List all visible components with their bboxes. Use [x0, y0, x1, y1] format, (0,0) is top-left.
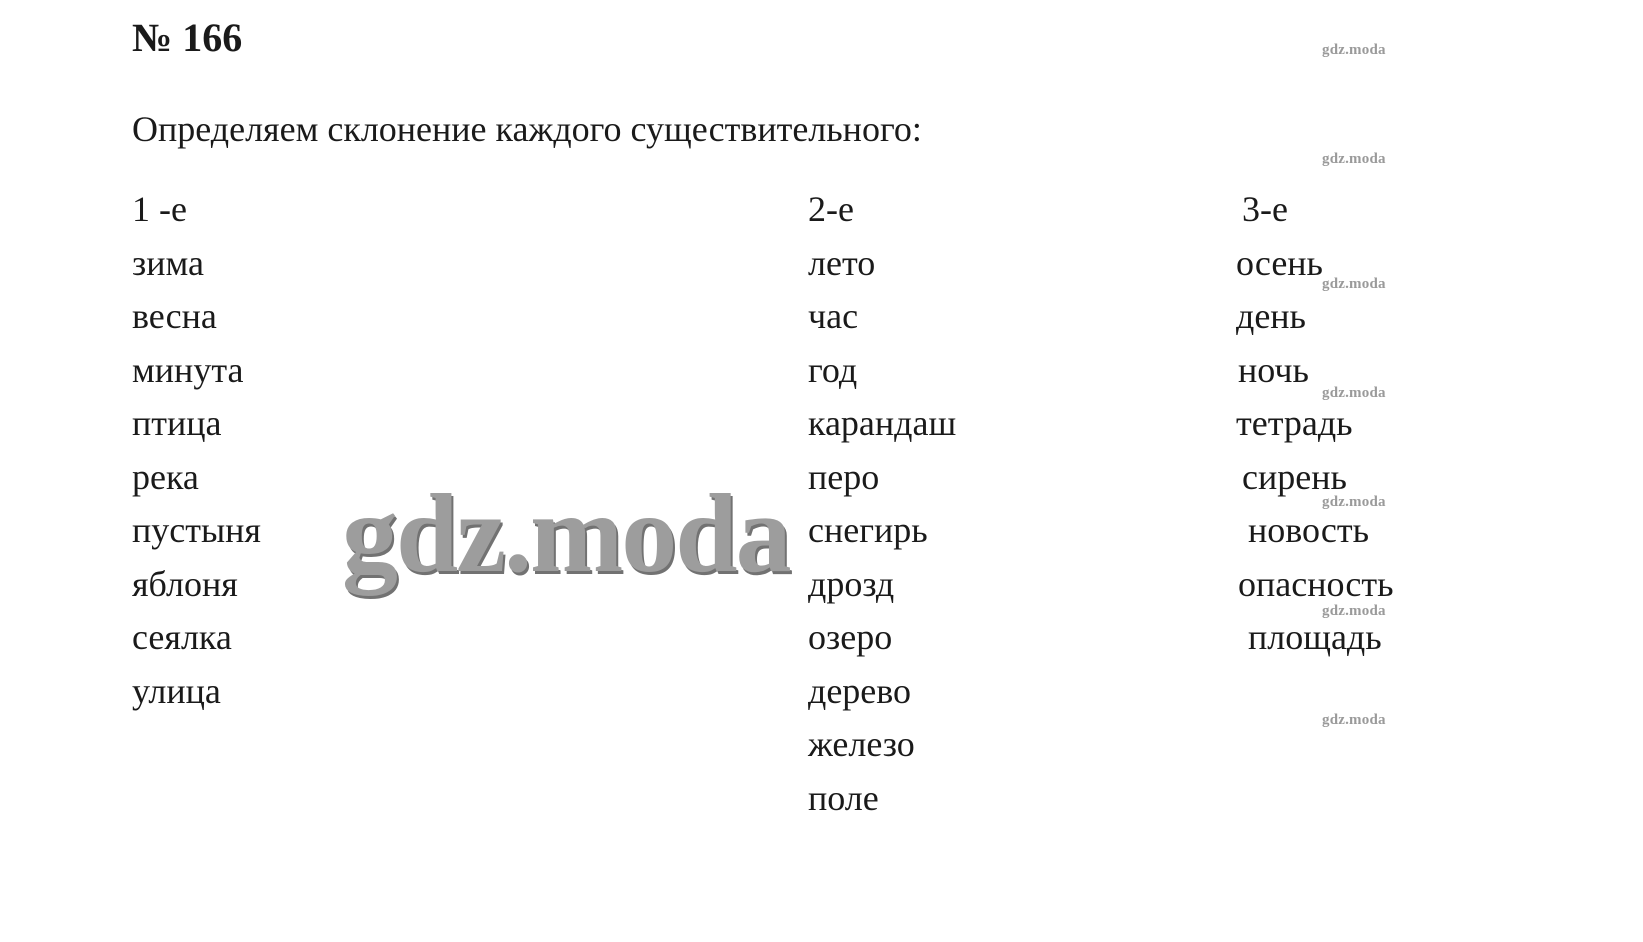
- watermark-small: gdz.moda: [1322, 151, 1386, 167]
- list-item: река: [132, 456, 199, 497]
- column-header: 2-е: [808, 189, 854, 229]
- watermark-small: gdz.moda: [1322, 603, 1386, 619]
- list-item: озеро: [808, 617, 893, 657]
- list-item: дерево: [808, 670, 912, 711]
- column-header: 1 -е: [132, 189, 187, 229]
- list-item: поле: [808, 777, 879, 818]
- declension-column-3: [1236, 183, 1394, 665]
- watermark-small: gdz.moda: [1322, 385, 1386, 401]
- list-item: пустыня: [132, 510, 261, 550]
- column-header: 3-е: [1242, 189, 1288, 229]
- list-item: карандаш: [808, 403, 957, 443]
- declension-column-1: [132, 183, 261, 718]
- list-item: дрозд: [808, 563, 895, 604]
- list-item: лето: [808, 242, 876, 283]
- list-item: сеялка: [132, 617, 232, 657]
- list-item: птица: [132, 403, 222, 443]
- list-item: ночь: [1238, 349, 1309, 390]
- list-item: год: [808, 349, 858, 390]
- list-item: железо: [808, 724, 915, 764]
- watermark-large: gdz.moda: [342, 472, 790, 596]
- watermark-small: gdz.moda: [1322, 276, 1386, 292]
- list-item: яблоня: [132, 563, 238, 604]
- list-item: улица: [132, 670, 221, 711]
- list-item: перо: [808, 456, 880, 497]
- watermark-small: gdz.moda: [1322, 494, 1386, 510]
- list-item: весна: [132, 296, 217, 336]
- list-item: час: [808, 296, 859, 336]
- list-item: минута: [132, 349, 244, 390]
- list-item: новость: [1248, 510, 1370, 550]
- list-item: снегирь: [808, 510, 928, 550]
- watermark-small: gdz.moda: [1322, 42, 1386, 58]
- list-item: тетрадь: [1236, 403, 1353, 443]
- task-number: № 166: [132, 15, 243, 60]
- task-intro: Определяем склонение каждого существительного:: [132, 109, 922, 149]
- list-item: зима: [132, 242, 204, 283]
- list-item: площадь: [1248, 617, 1382, 657]
- list-item: сирень: [1242, 456, 1347, 497]
- watermark-small: gdz.moda: [1322, 712, 1386, 728]
- declension-column-2: [808, 183, 956, 825]
- list-item: опасность: [1238, 563, 1394, 604]
- list-item: день: [1236, 296, 1306, 336]
- list-item: осень: [1236, 242, 1323, 283]
